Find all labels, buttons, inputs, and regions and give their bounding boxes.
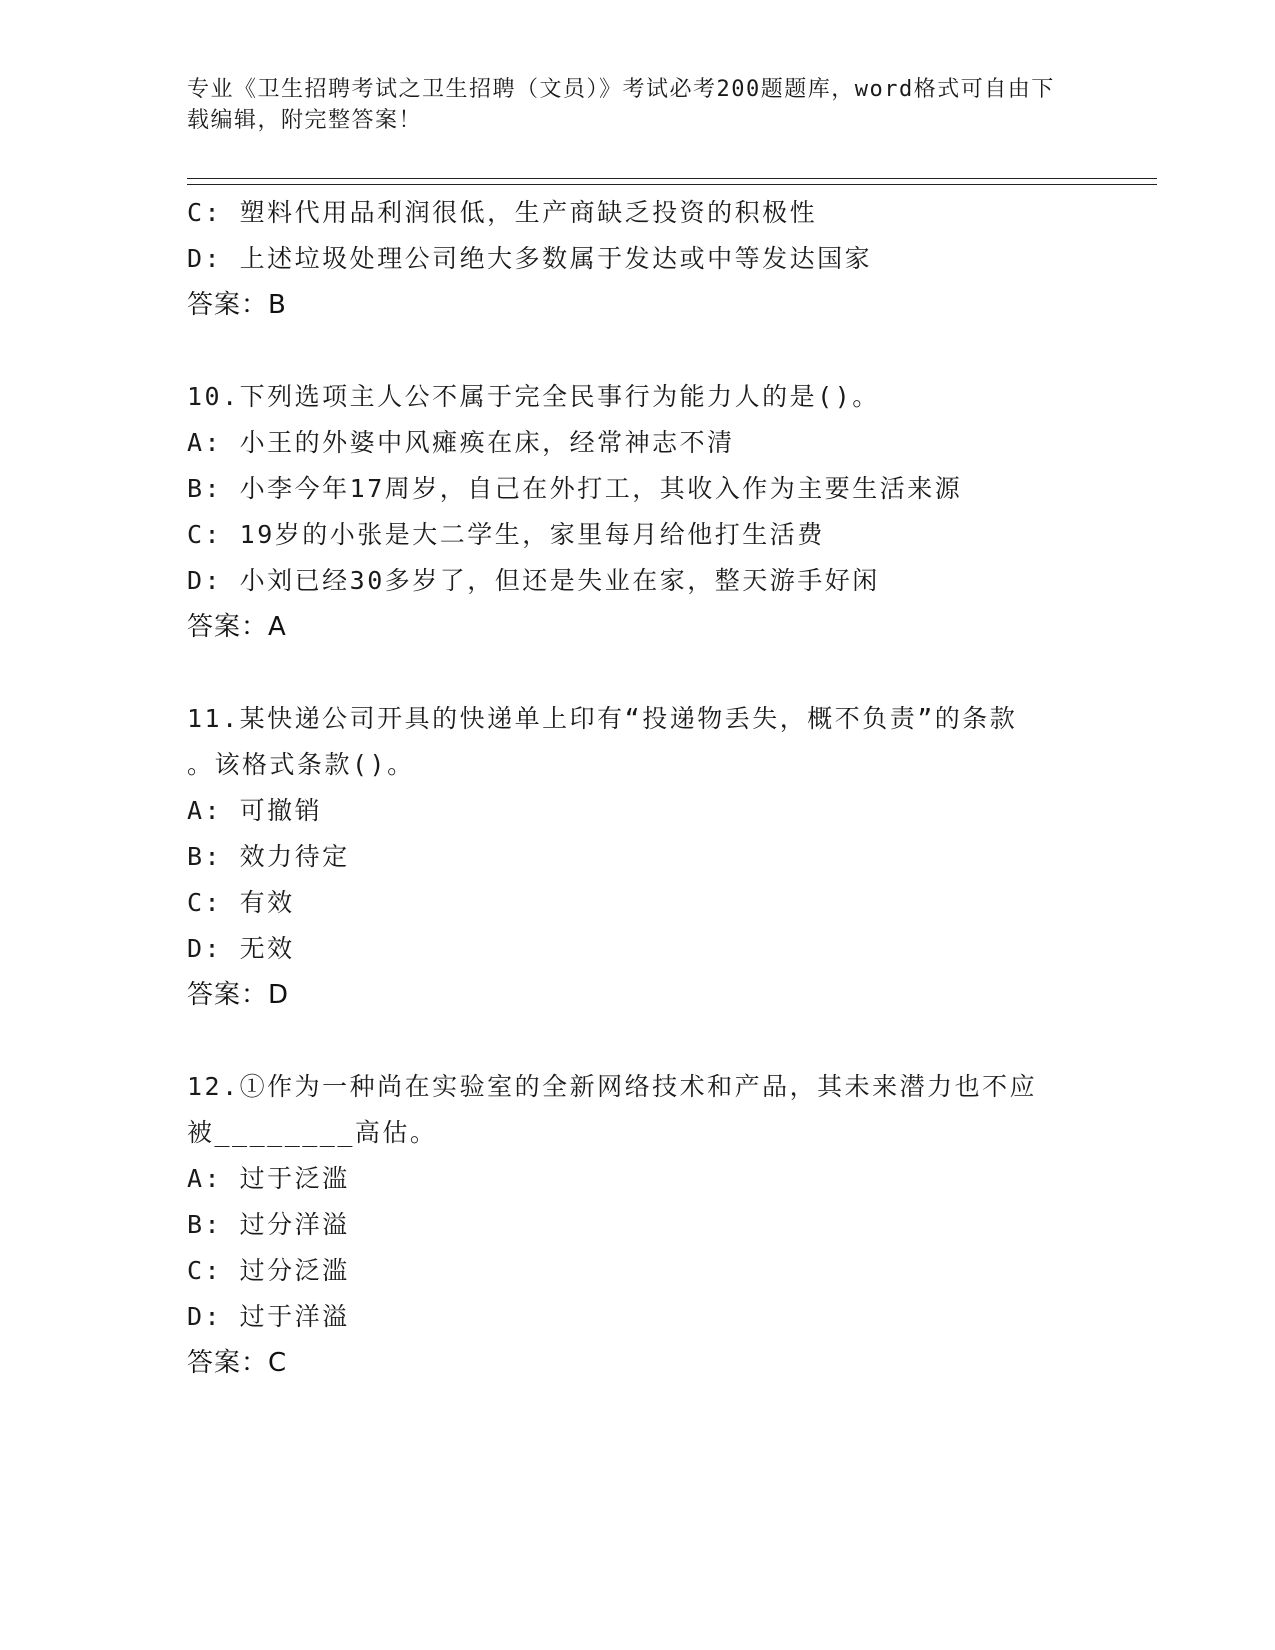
question-list xyxy=(187,190,1087,1386)
option-a: A: 小王的外婆中风瘫痪在床，经常神志不清 xyxy=(187,428,735,457)
spacer xyxy=(187,1018,1087,1064)
question-stem-line-1: 12.①作为一种尚在实验室的全新网络技术和产品，其未来潜力也不应 xyxy=(187,1072,1038,1101)
spacer xyxy=(187,650,1087,696)
option-d: D: 无效 xyxy=(187,934,295,963)
question-stem-line-2: 被________高估。 xyxy=(187,1118,438,1147)
answer-label: 答案：B xyxy=(187,290,287,320)
option-d: D: 小刘已经30多岁了，但还是失业在家，整天游手好闲 xyxy=(187,566,880,595)
question-stem-line-2: 。该格式条款()。 xyxy=(187,750,415,779)
option-c: C: 19岁的小张是大二学生，家里每月给他打生活费 xyxy=(187,520,825,549)
question-12 xyxy=(187,1064,1087,1386)
option-a: A: 可撤销 xyxy=(187,796,323,825)
spacer xyxy=(187,328,1087,374)
option-b: B: 过分洋溢 xyxy=(187,1210,350,1239)
option-a: A: 过于泛滥 xyxy=(187,1164,350,1193)
header-divider-top xyxy=(187,178,1157,179)
option-c: C: 塑料代用品利润很低，生产商缺乏投资的积极性 xyxy=(187,198,818,227)
header-divider-bottom xyxy=(187,184,1157,185)
question-10 xyxy=(187,374,1087,650)
document-header: 专业《卫生招聘考试之卫生招聘（文员）》考试必考200题题库，word格式可自由下载编辑，附完整答案！ xyxy=(187,77,1055,133)
question-9 xyxy=(187,190,1087,328)
question-11 xyxy=(187,696,1087,1018)
option-d: D: 过于洋溢 xyxy=(187,1302,350,1331)
option-d: D: 上述垃圾处理公司绝大多数属于发达或中等发达国家 xyxy=(187,244,873,273)
option-c: C: 过分泛滥 xyxy=(187,1256,350,1285)
answer-label: 答案：D xyxy=(187,980,290,1010)
answer-label: 答案：C xyxy=(187,1348,288,1378)
answer-label: 答案：A xyxy=(187,612,287,642)
option-c: C: 有效 xyxy=(187,888,295,917)
option-b: B: 小李今年17周岁，自己在外打工，其收入作为主要生活来源 xyxy=(187,474,963,503)
question-stem: 10.下列选项主人公不属于完全民事行为能力人的是()。 xyxy=(187,382,880,411)
question-stem-line-1: 11.某快递公司开具的快递单上印有“投递物丢失，概不负责”的条款 xyxy=(187,704,1018,733)
option-b: B: 效力待定 xyxy=(187,842,350,871)
